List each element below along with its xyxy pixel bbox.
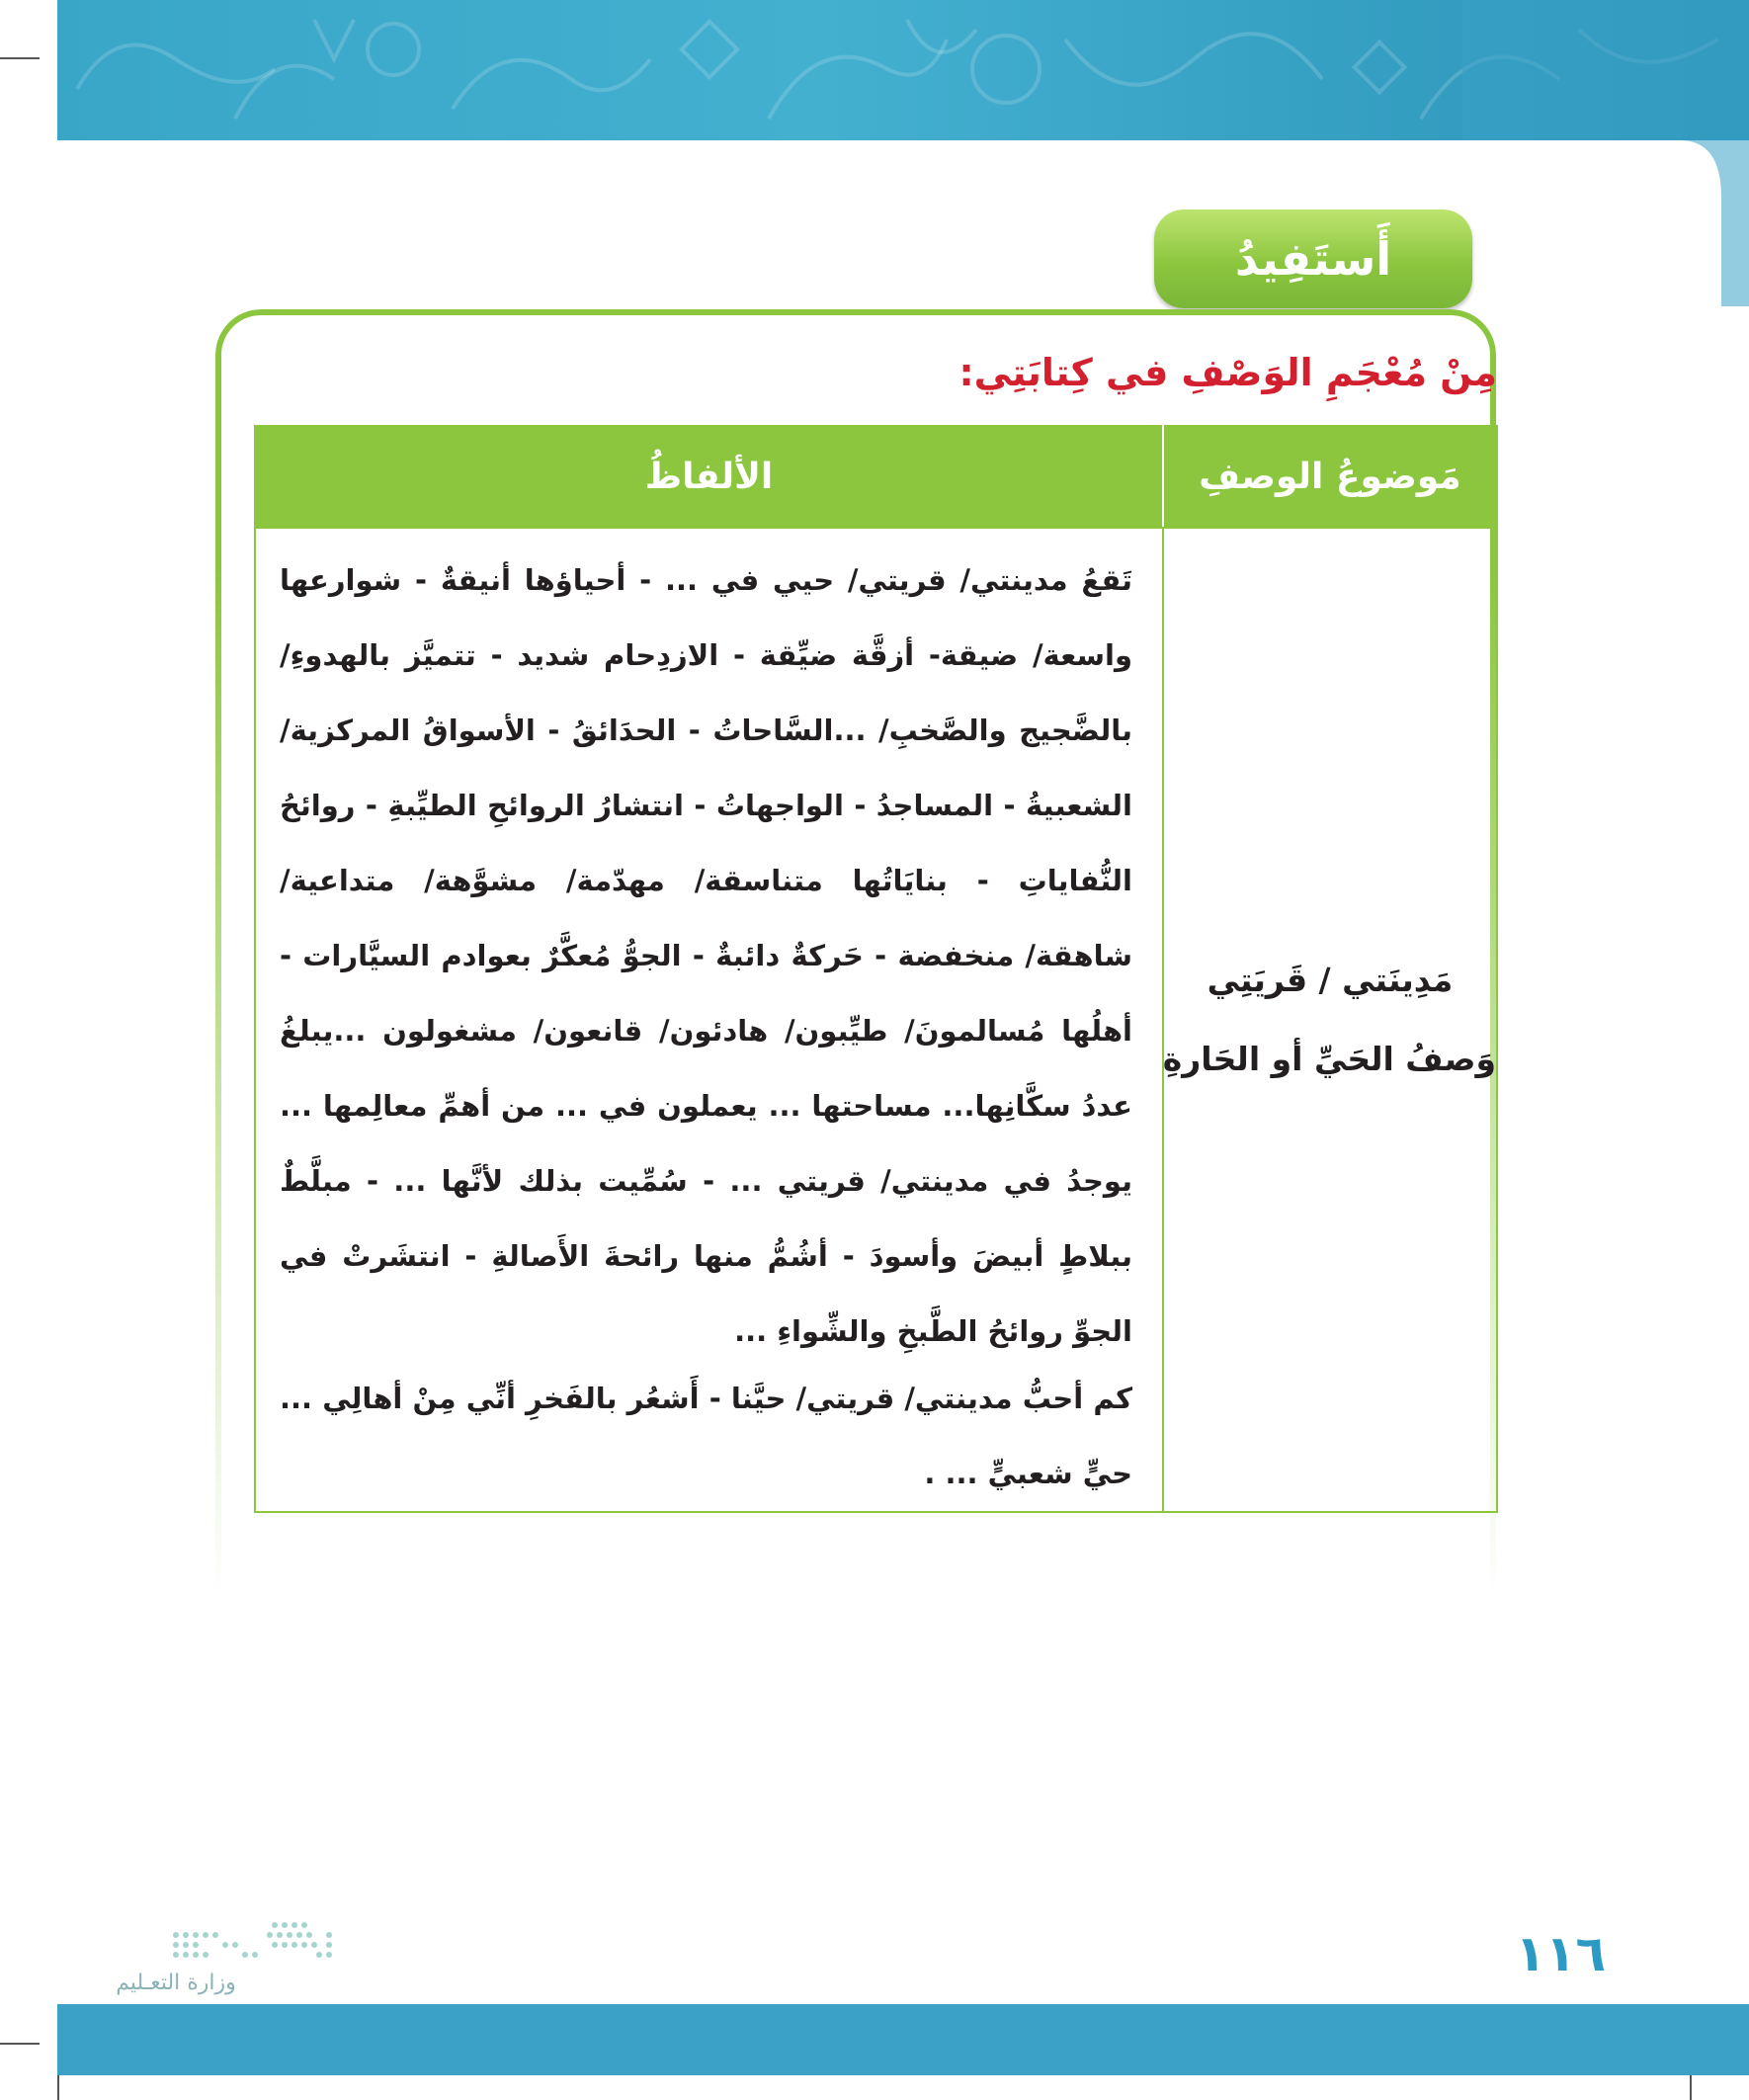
bottom-bar (57, 2004, 1749, 2075)
header-topic: مَوضوعُ الوصفِ (1163, 426, 1497, 528)
words-paragraph-2: كم أحبُّ مدينتي/ قريتي/ حيَّنا - أَشعُر بالفَخرِ أنِّي مِنْ أهالِي ... حيٍّ شعبيٍّ ... . (280, 1382, 1132, 1490)
topic-line-2: وَصفُ الحَيِّ أو الحَارةِ (1162, 1040, 1496, 1078)
table-header-row (255, 426, 1497, 528)
topic-cell (1163, 528, 1497, 1512)
words-cell (255, 528, 1163, 1512)
table-row (255, 528, 1497, 1512)
topic-line-1: مَدِينَتي / قَريَتِي (1207, 961, 1454, 999)
banner-curve-decoration (1462, 0, 1749, 306)
badge-label: أَستَفِيدُ (1234, 232, 1392, 286)
page-number: ١١٦ (1515, 1925, 1606, 1982)
section-title: مِنْ مُعْجَمِ الوَصْفِ في كِتابَتِي: (958, 351, 1497, 394)
words-paragraph-1: تَقعُ مدينتي/ قريتي/ حيي في ... - أحياؤها أنيقةٌ - شوارعها واسعة/ ضيقة- أزقَّة ضيِّقة - الازدِحام شديد - تتميَّز بالهدوءِ/ بالضَّجيج والصَّخبِ/ ...السَّاحاتُ - الحدَائقُ - الأسواقُ المركزية/ الشعبيةُ - المساجدُ - الواجهاتُ - انتشارُ الروائحِ الطيِّبةِ - روائحُ النُّفاياتِ - بنايَاتُها متناسقة/ مهدّمة/ مشوَّهة/ متداعية/ شاهقة/ منخفضة - حَركةٌ دائبةٌ - الجوُّ مُعكَّرٌ بعوادم السيَّارات - أهلُها مُسالمونَ/ طيِّبون/ هادئون/ قانعون/ مشغولون ...يبلغُ عددُ سكَّانِها... مساحتها ... يعملون في ... من أهمِّ معالِمها ... يوجدُ في مدينتي/ قريتي ... - سُمِّيت بذلك لأنَّها ... - مبلَّطٌ ببلاطٍ أبيضَ وأسودَ - أشُمُّ منها رائحةَ الأَصالةِ - انتشَرتْ في الجوِّ روائحُ الطَّبخِ والشِّواءِ ... (280, 563, 1132, 1348)
crop-mark (0, 57, 40, 59)
header-words: الألفاظُ (255, 426, 1163, 528)
section-badge (1154, 210, 1472, 308)
vocabulary-table (254, 425, 1498, 1513)
ministry-name: وزارة التعـليم (116, 1971, 236, 1995)
crop-mark (0, 2043, 40, 2045)
